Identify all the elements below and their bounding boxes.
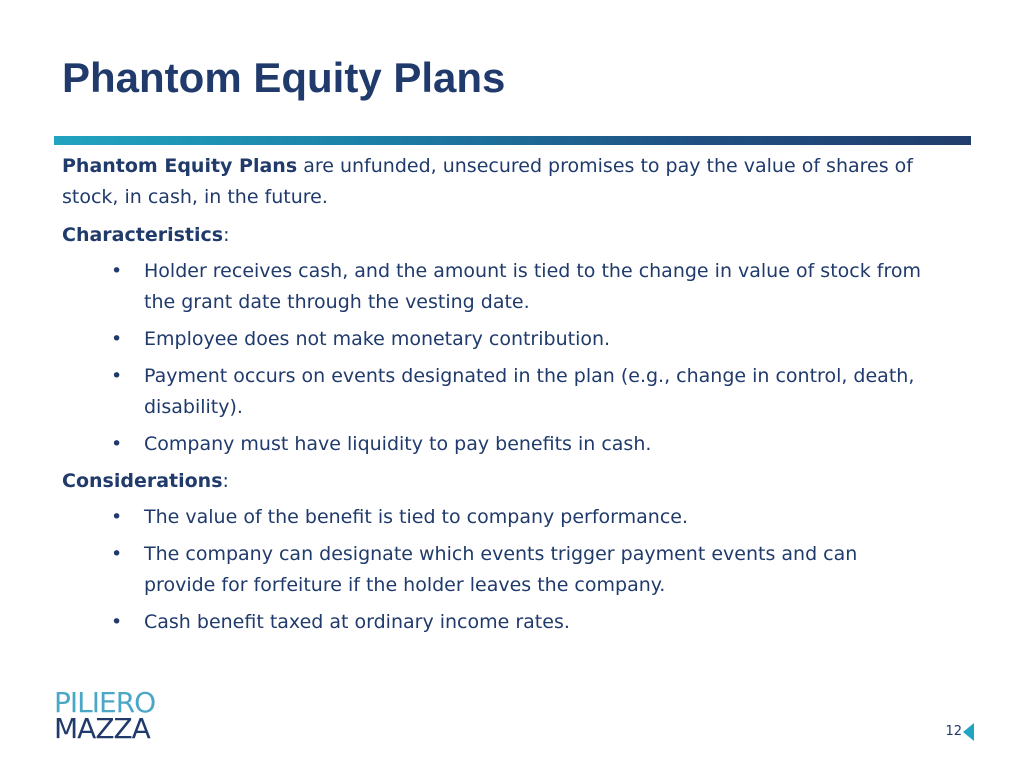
list-item-text: The company can designate which events trigger payment events and can provide for forfeiture if the holder leaves the company. [144, 543, 858, 596]
list-item [111, 324, 967, 355]
bullet-icon: • [111, 543, 123, 565]
company-logo [54, 686, 174, 750]
bullet-icon: • [111, 611, 123, 633]
logo-line-2: MAZZA [54, 712, 150, 745]
list-item [111, 502, 967, 533]
list-item-text: Company must have liquidity to pay benefits in cash. [144, 433, 652, 455]
considerations-list [62, 502, 967, 638]
considerations-heading [62, 466, 967, 497]
list-item-text: Payment occurs on events designated in the plan (e.g., change in control, death, disability). [144, 365, 915, 418]
list-item [111, 429, 967, 460]
bullet-icon: • [111, 506, 123, 528]
list-item-text: Cash benefit taxed at ordinary income rates. [144, 611, 570, 633]
considerations-label: Considerations [62, 470, 223, 492]
title-divider [54, 136, 971, 145]
list-item [111, 539, 967, 601]
logo-line-1: PILIERO [54, 686, 156, 719]
considerations-colon: : [222, 470, 229, 492]
list-item-text: The value of the benefit is tied to company performance. [144, 506, 689, 528]
intro-term: Phantom Equity Plans [62, 155, 298, 177]
page-number: 12 [945, 724, 962, 739]
characteristics-list [62, 256, 967, 460]
intro-paragraph [62, 151, 967, 213]
list-item-text: Employee does not make monetary contribution. [144, 328, 611, 350]
bullet-icon: • [111, 260, 123, 282]
bullet-icon: • [111, 328, 123, 350]
bullet-icon: • [111, 433, 123, 455]
list-item [111, 607, 967, 638]
characteristics-colon: : [223, 224, 230, 246]
bullet-icon: • [111, 365, 123, 387]
slide-body [62, 151, 967, 644]
intro-text: are unfunded, unsecured promises to pay the value of shares of stock, in cash, in the future. [62, 155, 913, 208]
characteristics-heading [62, 220, 967, 251]
list-item-text: Holder receives cash, and the amount is tied to the change in value of stock from the grant date through the vesting date. [144, 260, 921, 313]
characteristics-label: Characteristics [62, 224, 224, 246]
list-item [111, 361, 967, 423]
page-arrow-icon [963, 723, 974, 741]
list-item [111, 256, 967, 318]
slide-title: Phantom Equity Plans [62, 54, 506, 101]
